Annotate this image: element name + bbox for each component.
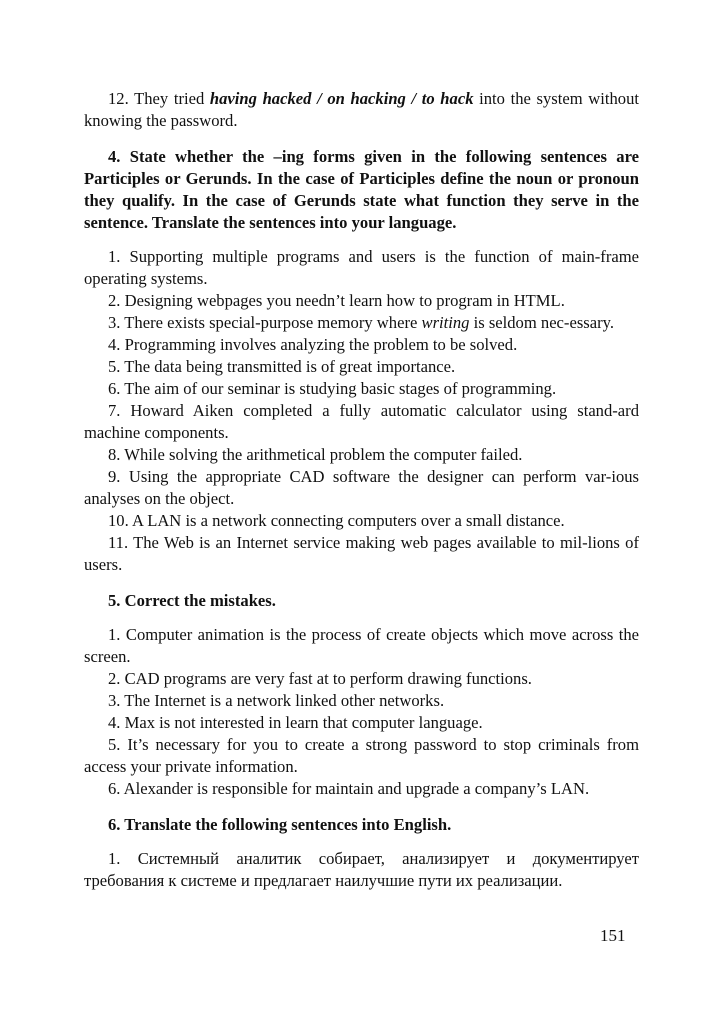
list-item: 6. The aim of our seminar is studying basic stages of programming.: [108, 379, 557, 398]
list-item: 5. The data being transmitted is of great importance.: [108, 357, 456, 376]
list-item: 8. While solving the arithmetical problem the computer failed.: [108, 445, 523, 464]
list-item: 7. Howard Aiken completed a fully automatic calculator using stand-ard machine components.: [84, 401, 639, 442]
emphasized-options: having hacked / on hacking / to hack: [209, 89, 474, 108]
list-item: 10. A LAN is a network connecting computers over a small distance.: [108, 511, 565, 530]
list-item: 2. Designing webpages you needn’t learn how to program in HTML.: [108, 291, 565, 310]
list-item: 4. Max is not interested in learn that computer language.: [108, 713, 483, 732]
page-number: 151: [600, 926, 626, 945]
item-text: into the system without knowing the password.: [84, 89, 639, 130]
list-item: 5. It’s necessary for you to create a strong password to stop criminals from access your private information.: [84, 735, 639, 776]
carryover-item-12: [84, 88, 639, 132]
list-item: 11. The Web is an Internet service making web pages available to mil-lions of users.: [84, 533, 639, 574]
list-item: 1. Computer animation is the process of create objects which move across the screen.: [84, 625, 639, 666]
list-item: 1. Системный аналитик собирает, анализирует и документирует требования к системе и предлагает наилучшие пути их реализации.: [84, 849, 639, 890]
list-item: 6. Alexander is responsible for maintain and upgrade a company’s LAN.: [108, 779, 590, 798]
exercise-5-heading: 5. Correct the mistakes.: [108, 591, 276, 610]
exercise-4-list: [84, 246, 639, 576]
exercise-6-heading: 6. Translate the following sentences into English.: [108, 815, 452, 834]
list-item: 3. There exists special-purpose memory where writing is seldom nec-essary.: [108, 313, 614, 332]
list-item: 3. The Internet is a network linked other networks.: [108, 691, 445, 710]
emphasized-word: writing: [421, 313, 470, 332]
exercise-5-list: [84, 624, 639, 800]
exercise-4-heading: 4. State whether the –ing forms given in the following sentences are Participles or Gerunds. In the case of Participles define the noun or pronoun they qualify. In the case of Gerunds state what function they serve in the sentence. Translate the sentences into your language.: [84, 147, 639, 232]
list-item: 9. Using the appropriate CAD software the designer can perform var-ious analyses on the object.: [84, 467, 639, 508]
list-item: 4. Programming involves analyzing the problem to be solved.: [108, 335, 518, 354]
item-text: They tried: [128, 89, 210, 108]
list-item: 2. CAD programs are very fast at to perform drawing functions.: [108, 669, 532, 688]
exercise-6-list: [84, 848, 639, 892]
item-number: 12.: [108, 89, 129, 108]
list-item: 1. Supporting multiple programs and users is the function of main-frame operating systems.: [84, 247, 639, 288]
page-body: [84, 88, 639, 892]
